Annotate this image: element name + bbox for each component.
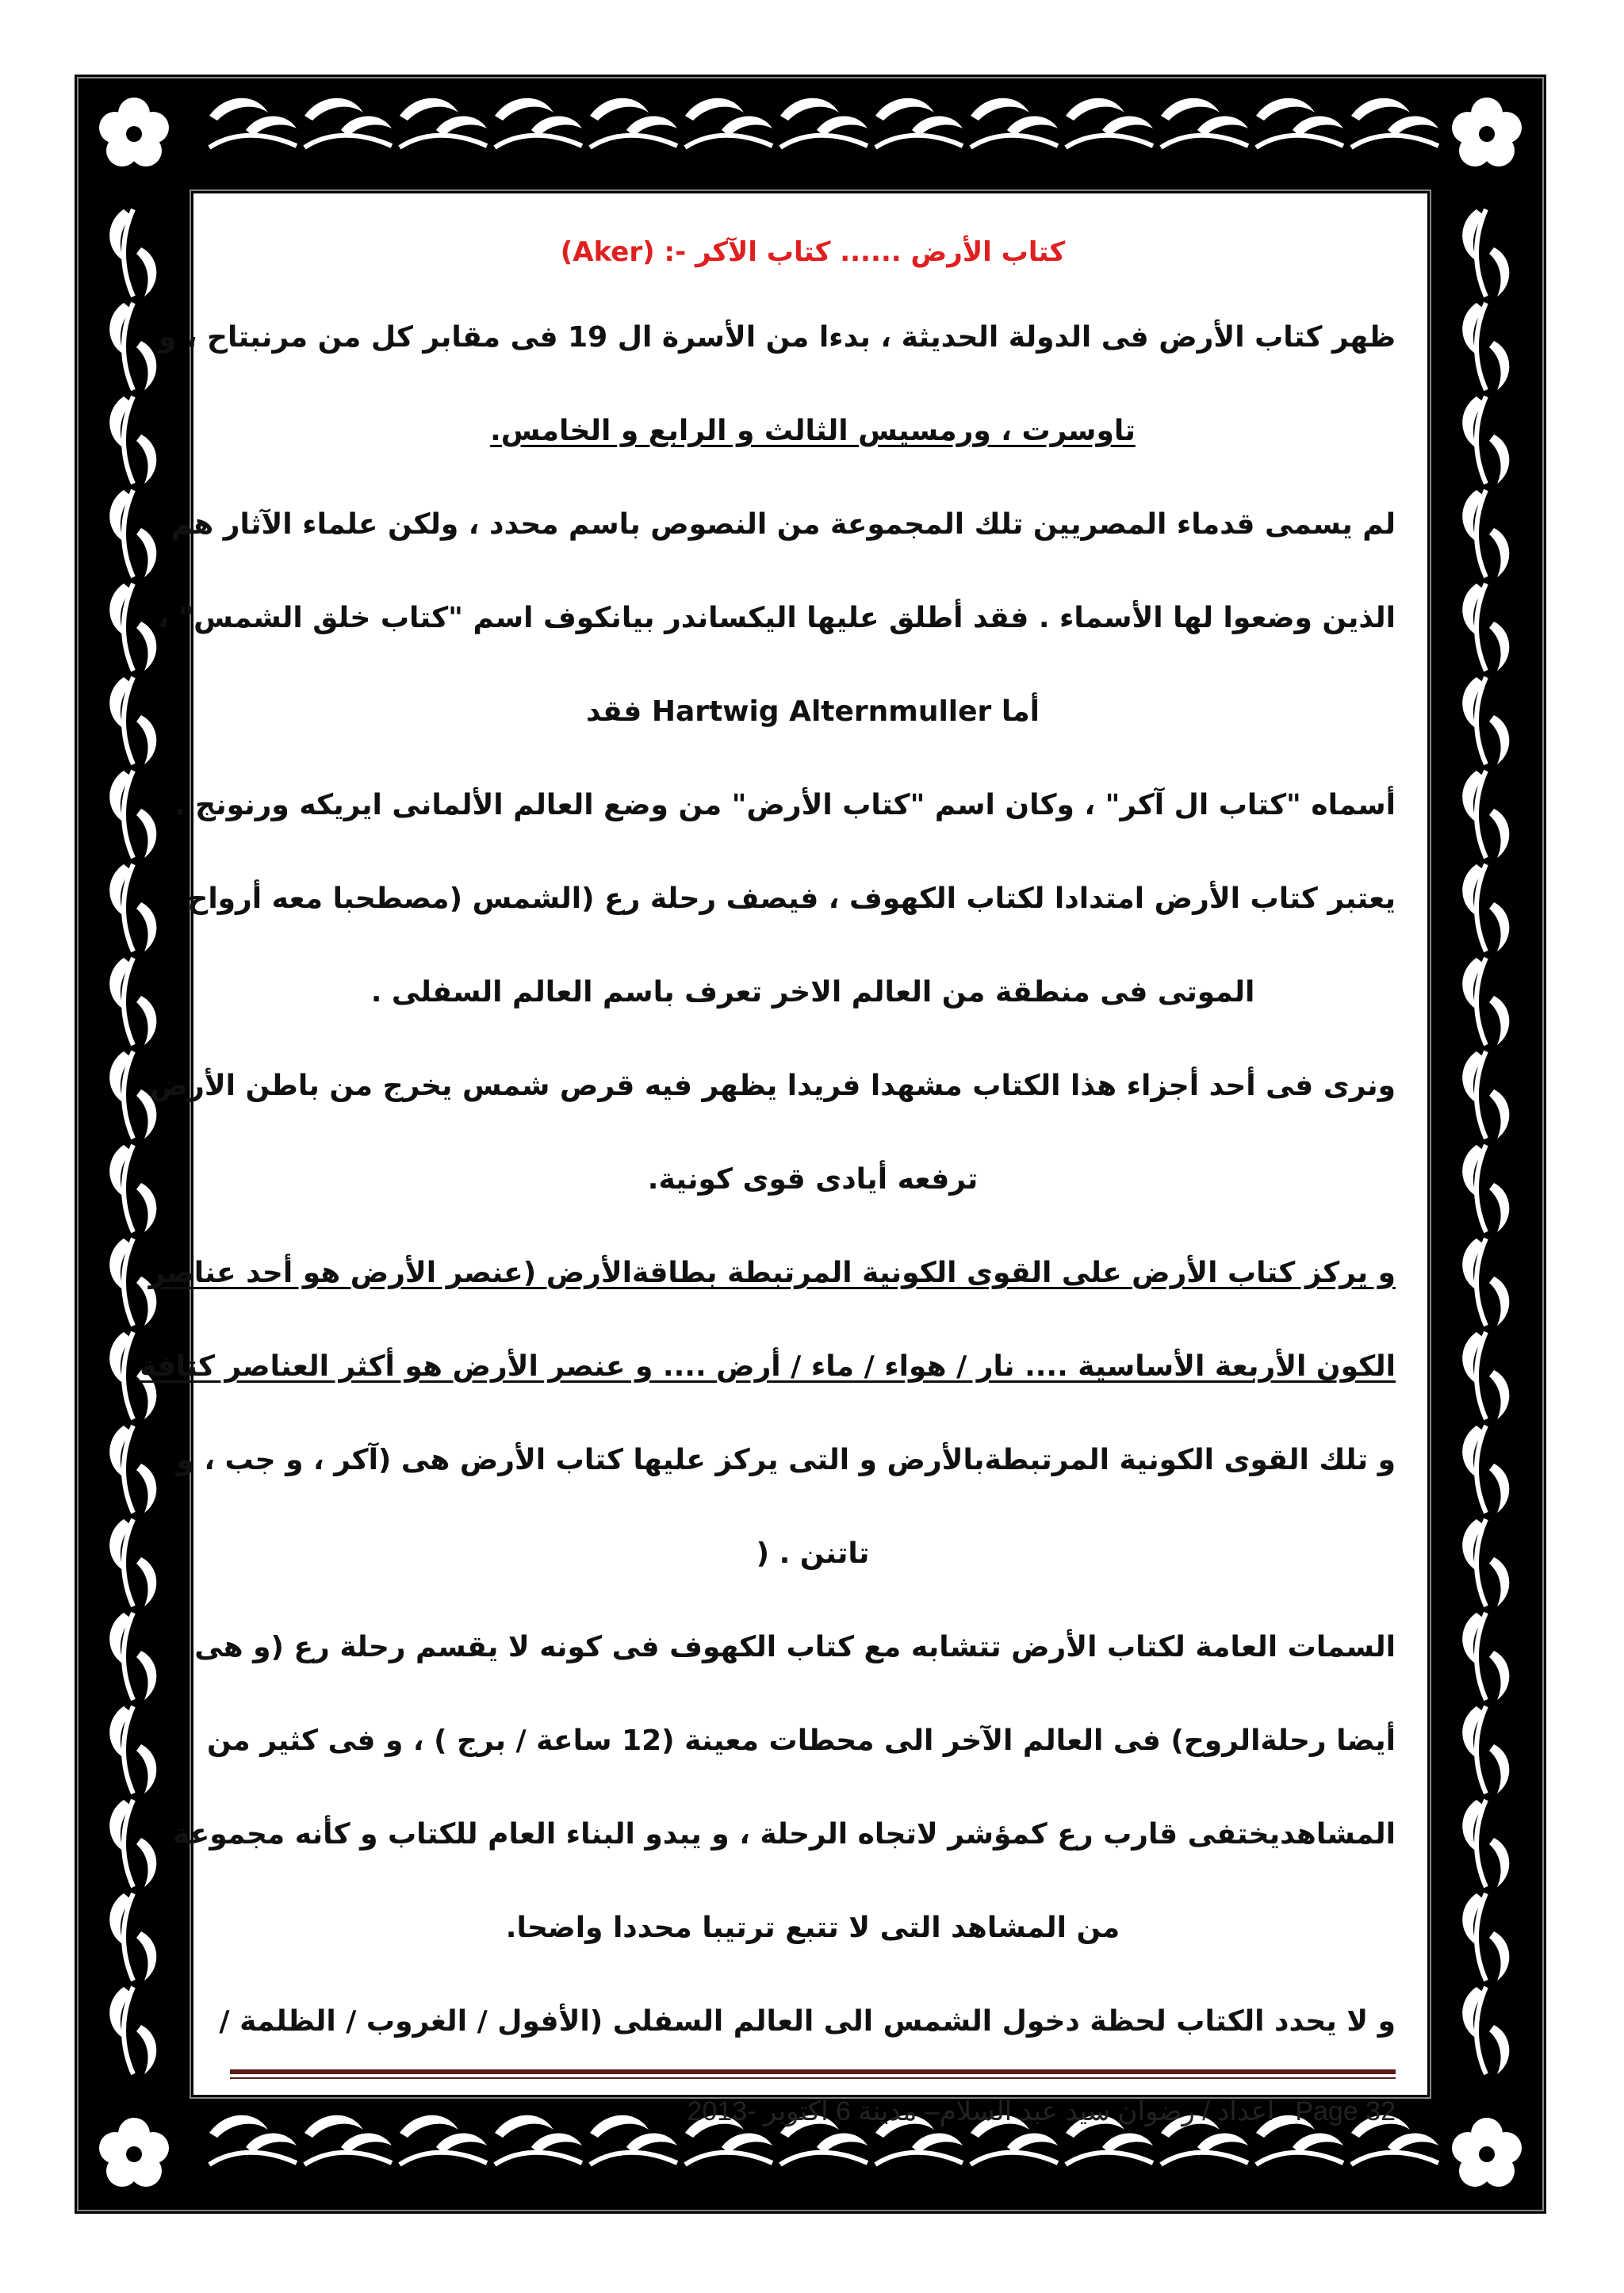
text-line-2: تاوسرت ، ورمسيس الثالث و الرابع و الخامس. bbox=[490, 415, 1136, 447]
text-line-9: ونرى فى أحد أجزاء هذا الكتاب مشهدا فريدا يظهر فيه قرص شمس يخرج من باطن الأرض bbox=[149, 1070, 1396, 1102]
text-line-17: المشاهديختفى قارب رع كمؤشر لاتجاه الرحلة ، و يبدو البناء العام للكتاب و كأنه مجموعة bbox=[172, 1818, 1396, 1851]
text-line-4: الذين وضعوا لها الأسماء . فقد أطلق عليها اليكساندر بيانكوف اسم "كتاب خلق الشمس" ، bbox=[158, 602, 1396, 634]
page-content bbox=[140, 206, 1396, 2093]
text-line-3: لم يسمى قدماء المصريين تلك المجموعة من النصوص باسم محدد ، ولكن علماء الآثار هم bbox=[171, 508, 1396, 541]
text-line-15: السمات العامة لكتاب الأرض تتشابه مع كتاب الكهوف فى كونه لا يقسم رحلة رع (و هى bbox=[194, 1631, 1396, 1663]
text-line-5: أما Hartwig Alternmuller فقد bbox=[586, 695, 1040, 728]
text-line-19: و لا يحدد الكتاب لحظة دخول الشمس الى العالم السفلى (الأفول / الغروب / الظلمة / bbox=[219, 2005, 1396, 2038]
page-footer bbox=[230, 2069, 1396, 2133]
text-line-13: و تلك القوى الكونية المرتبطةبالأرض و التى يركز عليها كتاب الأرض هى (آكر ، و جب ، و bbox=[176, 1444, 1396, 1476]
body-text bbox=[140, 314, 1396, 2092]
footer-text bbox=[230, 2092, 1396, 2131]
text-line-14: تاتنن . ( bbox=[756, 1537, 870, 1570]
text-line-1: ظهر كتاب الأرض فى الدولة الحديثة ، بدءا من الأسرة ال 19 فى مقابر كل من مرنبتاح ، و bbox=[158, 321, 1396, 354]
page-number: Page 32 bbox=[1295, 2096, 1396, 2126]
text-line-6: أسماه "كتاب ال آكر" ، وكان اسم "كتاب الأرض" من وضع العالم الألمانى ايريكه ورنونج . bbox=[174, 789, 1396, 821]
footer-rule bbox=[230, 2069, 1396, 2074]
text-line-10: ترفعه أيادى قوى كونية. bbox=[647, 1163, 979, 1196]
text-line-7: يعتبر كتاب الأرض امتدادا لكتاب الكهوف ، فيصف رحلة رع (الشمس (مصطحبا معه أرواح bbox=[187, 882, 1396, 915]
text-line-8: الموتى فى منطقة من العالم الاخر تعرف باسم العالم السفلى . bbox=[370, 976, 1255, 1009]
text-line-16: أيضا رحلةالروح) فى العالم الآخر الى محطات معينة (12 ساعة / برج ) ، و فى كثير من bbox=[207, 1725, 1396, 1757]
document-title: كتاب الأرض ...... كتاب الآكر -: (Aker) bbox=[560, 236, 1066, 268]
footer-rule-thin bbox=[230, 2077, 1396, 2079]
text-line-18: من المشاهد التى لا تتبع ترتيبا محددا واضحا. bbox=[505, 1912, 1120, 1944]
text-line-12: الكون الأربعة الأساسية .... نار / هواء / ماء / أرض .... و عنصر الأرض هو أكثر العناصر كثافة bbox=[140, 1350, 1396, 1383]
footer-credit: اعداد / رضوان سيد عبد السلام– مدينة 6 اكتوبر -2013 bbox=[687, 2096, 1275, 2126]
text-line-11: و يركز كتاب الأرض على القوى الكونية المرتبطة بطاقةالأرض (عنصر الأرض هو أحد عناصر bbox=[148, 1257, 1396, 1289]
